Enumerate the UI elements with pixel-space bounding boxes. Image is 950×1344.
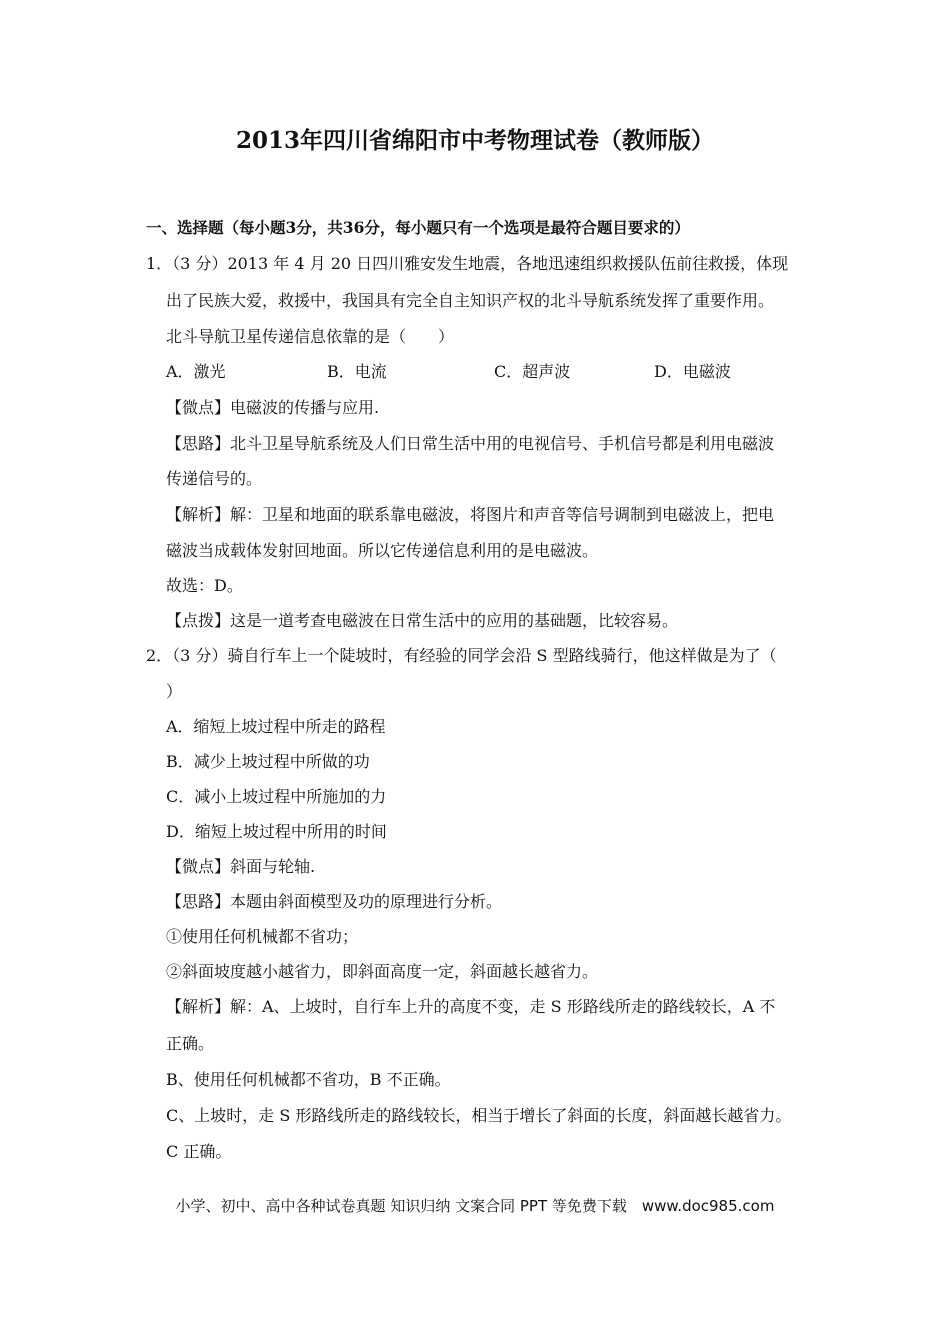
q2-option-a: A．缩短上坡过程中所走的路程 [166, 717, 386, 736]
q1-option-b: B．电流 [327, 362, 387, 381]
page-title: 2013年四川省绵阳市中考物理试卷（教师版） [235, 127, 714, 154]
q2-jiexi-line1: 【解析】解：A、上坡时，自行车上升的高度不变，走 S 形路线所走的路线较长，A 不 [166, 997, 776, 1016]
q1-silu-line1: 【思路】北斗卫星导航系统及人们日常生活中用的电视信号、手机信号都是利用电磁波 [166, 434, 775, 453]
q1-jiexi-line2: 磁波当成载体发射回地面。所以它传递信息利用的是电磁波。 [166, 541, 599, 560]
section-heading: 一、选择题（每小题3分，共36分，每小题只有一个选项是最符合题目要求的） [146, 218, 690, 237]
q2-option-c: C．减小上坡过程中所施加的力 [166, 787, 387, 806]
q2-point-1: ①使用任何机械都不省功； [166, 927, 359, 946]
q2-stem-line2: ） [166, 682, 183, 701]
q1-stem-line1: 1．（3 分）2013 年 4 月 20 日四川雅安发生地震，各地迅速组织救援队伍前往救援，体现 [146, 254, 789, 273]
q1-dianbo: 【点拨】这是一道考查电磁波在日常生活中的应用的基础题，比较容易。 [166, 611, 679, 630]
page-footer: 小学、初中、高中各种试卷真题 知识归纳 文案合同 PPT 等免费下载 www.doc985.com [175, 1197, 775, 1215]
q1-answer: 故选：D。 [166, 576, 243, 595]
q2-option-b: B．减少上坡过程中所做的功 [166, 752, 370, 771]
q1-stem-line3: 北斗导航卫星传递信息依靠的是（ ） [166, 327, 455, 346]
q1-jiexi-line1: 【解析】解：卫星和地面的联系靠电磁波，将图片和声音等信号调制到电磁波上，把电 [166, 505, 775, 524]
q1-option-c: C．超声波 [494, 362, 571, 381]
q2-jiexi-c-line2: C 正确。 [166, 1142, 232, 1161]
q2-option-d: D．缩短上坡过程中所用的时间 [166, 822, 387, 841]
q1-options [166, 362, 731, 382]
q2-silu: 【思路】本题由斜面模型及功的原理进行分析。 [166, 892, 503, 911]
q1-silu-line2: 传递信号的。 [166, 469, 263, 488]
q2-weidian: 【微点】斜面与轮轴. [166, 857, 316, 876]
q1-weidian: 【微点】电磁波的传播与应用. [166, 398, 380, 417]
q2-jiexi-b: B、使用任何机械都不省功，B 不正确。 [166, 1070, 451, 1089]
q1-option-a: A．激光 [166, 362, 226, 381]
q1-option-d: D．电磁波 [654, 362, 731, 381]
q2-jiexi-line2: 正确。 [166, 1034, 215, 1053]
q2-point-2: ②斜面坡度越小越省力，即斜面高度一定，斜面越长越省力。 [166, 962, 599, 981]
q2-jiexi-c-line1: C、上坡时，走 S 形路线所走的路线较长，相当于增长了斜面的长度，斜面越长越省力。 [166, 1106, 792, 1125]
q1-stem-line2: 出了民族大爱，救援中，我国具有完全自主知识产权的北斗导航系统发挥了重要作用。 [166, 291, 775, 310]
q2-stem-line1: 2．（3 分）骑自行车上一个陡坡时，有经验的同学会沿 S 型路线骑行，他这样做是为了（ [146, 646, 777, 665]
